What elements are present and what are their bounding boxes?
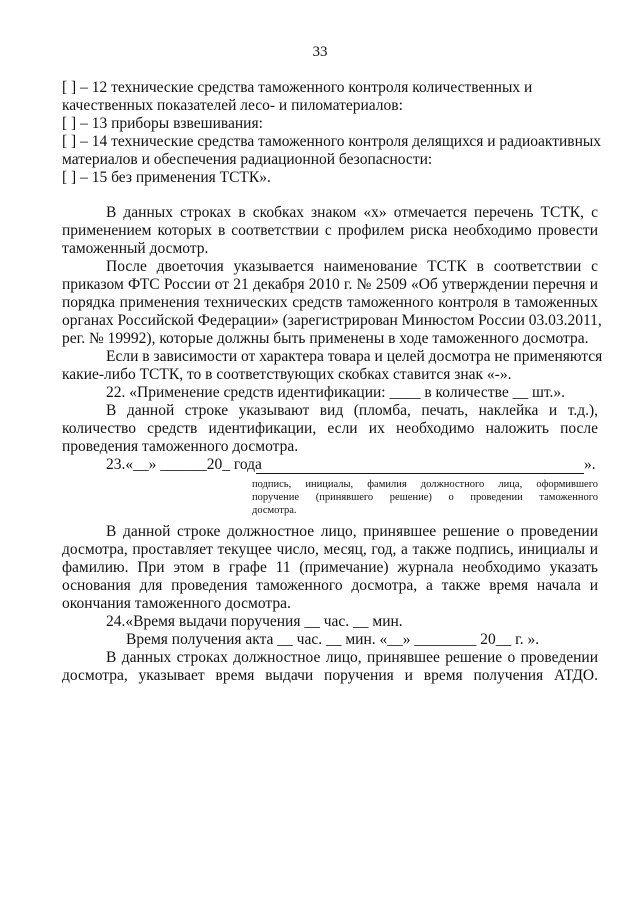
paragraph-line: Время получения акта __ час. __ мин. «__» ________ 20__ г. ». <box>126 631 540 648</box>
text-line: [ ] – 13 приборы взвешивания: <box>62 115 263 132</box>
signature-caption: подпись, инициалы, фамилия должностного лица, оформившего <box>252 479 598 490</box>
paragraph-line: 22. «Применение средств идентификации: ____ в количестве __ шт.». <box>106 384 565 401</box>
text-line: [ ] – 15 без применения ТСТК». <box>62 169 271 186</box>
paragraph-line: порядка применения технических средств таможенного контроля в таможенных <box>62 294 598 311</box>
page-number: 33 <box>312 44 328 60</box>
paragraph-line: приказом ФТС России от 21 декабря 2010 г. № 2509 «Об утверждении перечня и <box>62 276 598 293</box>
paragraph-line: досмотра, указывает время выдачи поручения и время получения АТДО. <box>62 667 598 684</box>
paragraph-line: После двоеточия указывается наименование ТСТК в соответствии с <box>106 258 598 275</box>
paragraph-line: таможенный досмотр. <box>62 240 209 257</box>
paragraph-line: В данных строках в скобках знаком «х» отмечается перечень ТСТК, с <box>106 204 598 221</box>
text-line: [ ] – 12 технические средства таможенного контроля количественных и <box>62 79 533 96</box>
paragraph-line: В данных строках должностное лицо, принявшее решение о проведении <box>106 649 598 666</box>
paragraph-line: рег. № 19992), которые должны быть применены в ходе таможенного досмотра. <box>62 330 589 347</box>
date-line: 23.«__» ______20_ года <box>106 456 262 473</box>
signature-caption: досмотра. <box>252 505 297 516</box>
paragraph-line: В данной строке указывают вид (пломба, печать, наклейка и т.д.), <box>106 402 598 419</box>
paragraph-line: какие-либо ТСТК, то в соответствующих скобках ставится знак «-». <box>62 366 512 383</box>
paragraph-line: основания для проведения таможенного досмотра, а также время начала и <box>62 577 598 594</box>
paragraph-line: применением которых в соответствии с профилем риска необходимо провести <box>62 222 598 239</box>
paragraph-line: Если в зависимости от характера товара и целей досмотра не применяются <box>106 348 603 365</box>
paragraph-line: органах Российской Федерации» (зарегистрирован Минюстом России 03.03.2011, <box>62 312 602 329</box>
paragraph-line: проведения таможенного досмотра. <box>62 438 299 455</box>
paragraph-line: 24.«Время выдачи поручения __ час. __ мин. <box>106 613 403 630</box>
paragraph-line: окончания таможенного досмотра. <box>62 595 291 612</box>
text-line: материалов и обеспечения радиационной безопасности: <box>62 151 433 168</box>
paragraph-line: количество средств идентификации, если их необходимо наложить после <box>62 420 598 437</box>
closing-quote: ». <box>584 456 596 473</box>
signature-underline <box>256 473 584 474</box>
text-line: [ ] – 14 технические средства таможенного контроля делящихся и радиоактивных <box>62 133 602 150</box>
paragraph-line: досмотра, проставляет текущее число, месяц, год, а также подпись, инициалы и <box>62 541 598 558</box>
text-line: качественных показателей лесо- и пиломатериалов: <box>62 97 403 114</box>
signature-caption: поручение (принявшего решение) о проведении таможенного <box>252 492 598 503</box>
paragraph-line: фамилию. При этом в графе 11 (примечание) журнала необходимо указать <box>62 559 598 576</box>
paragraph-line: В данной строке должностное лицо, принявшее решение о проведении <box>106 523 598 540</box>
